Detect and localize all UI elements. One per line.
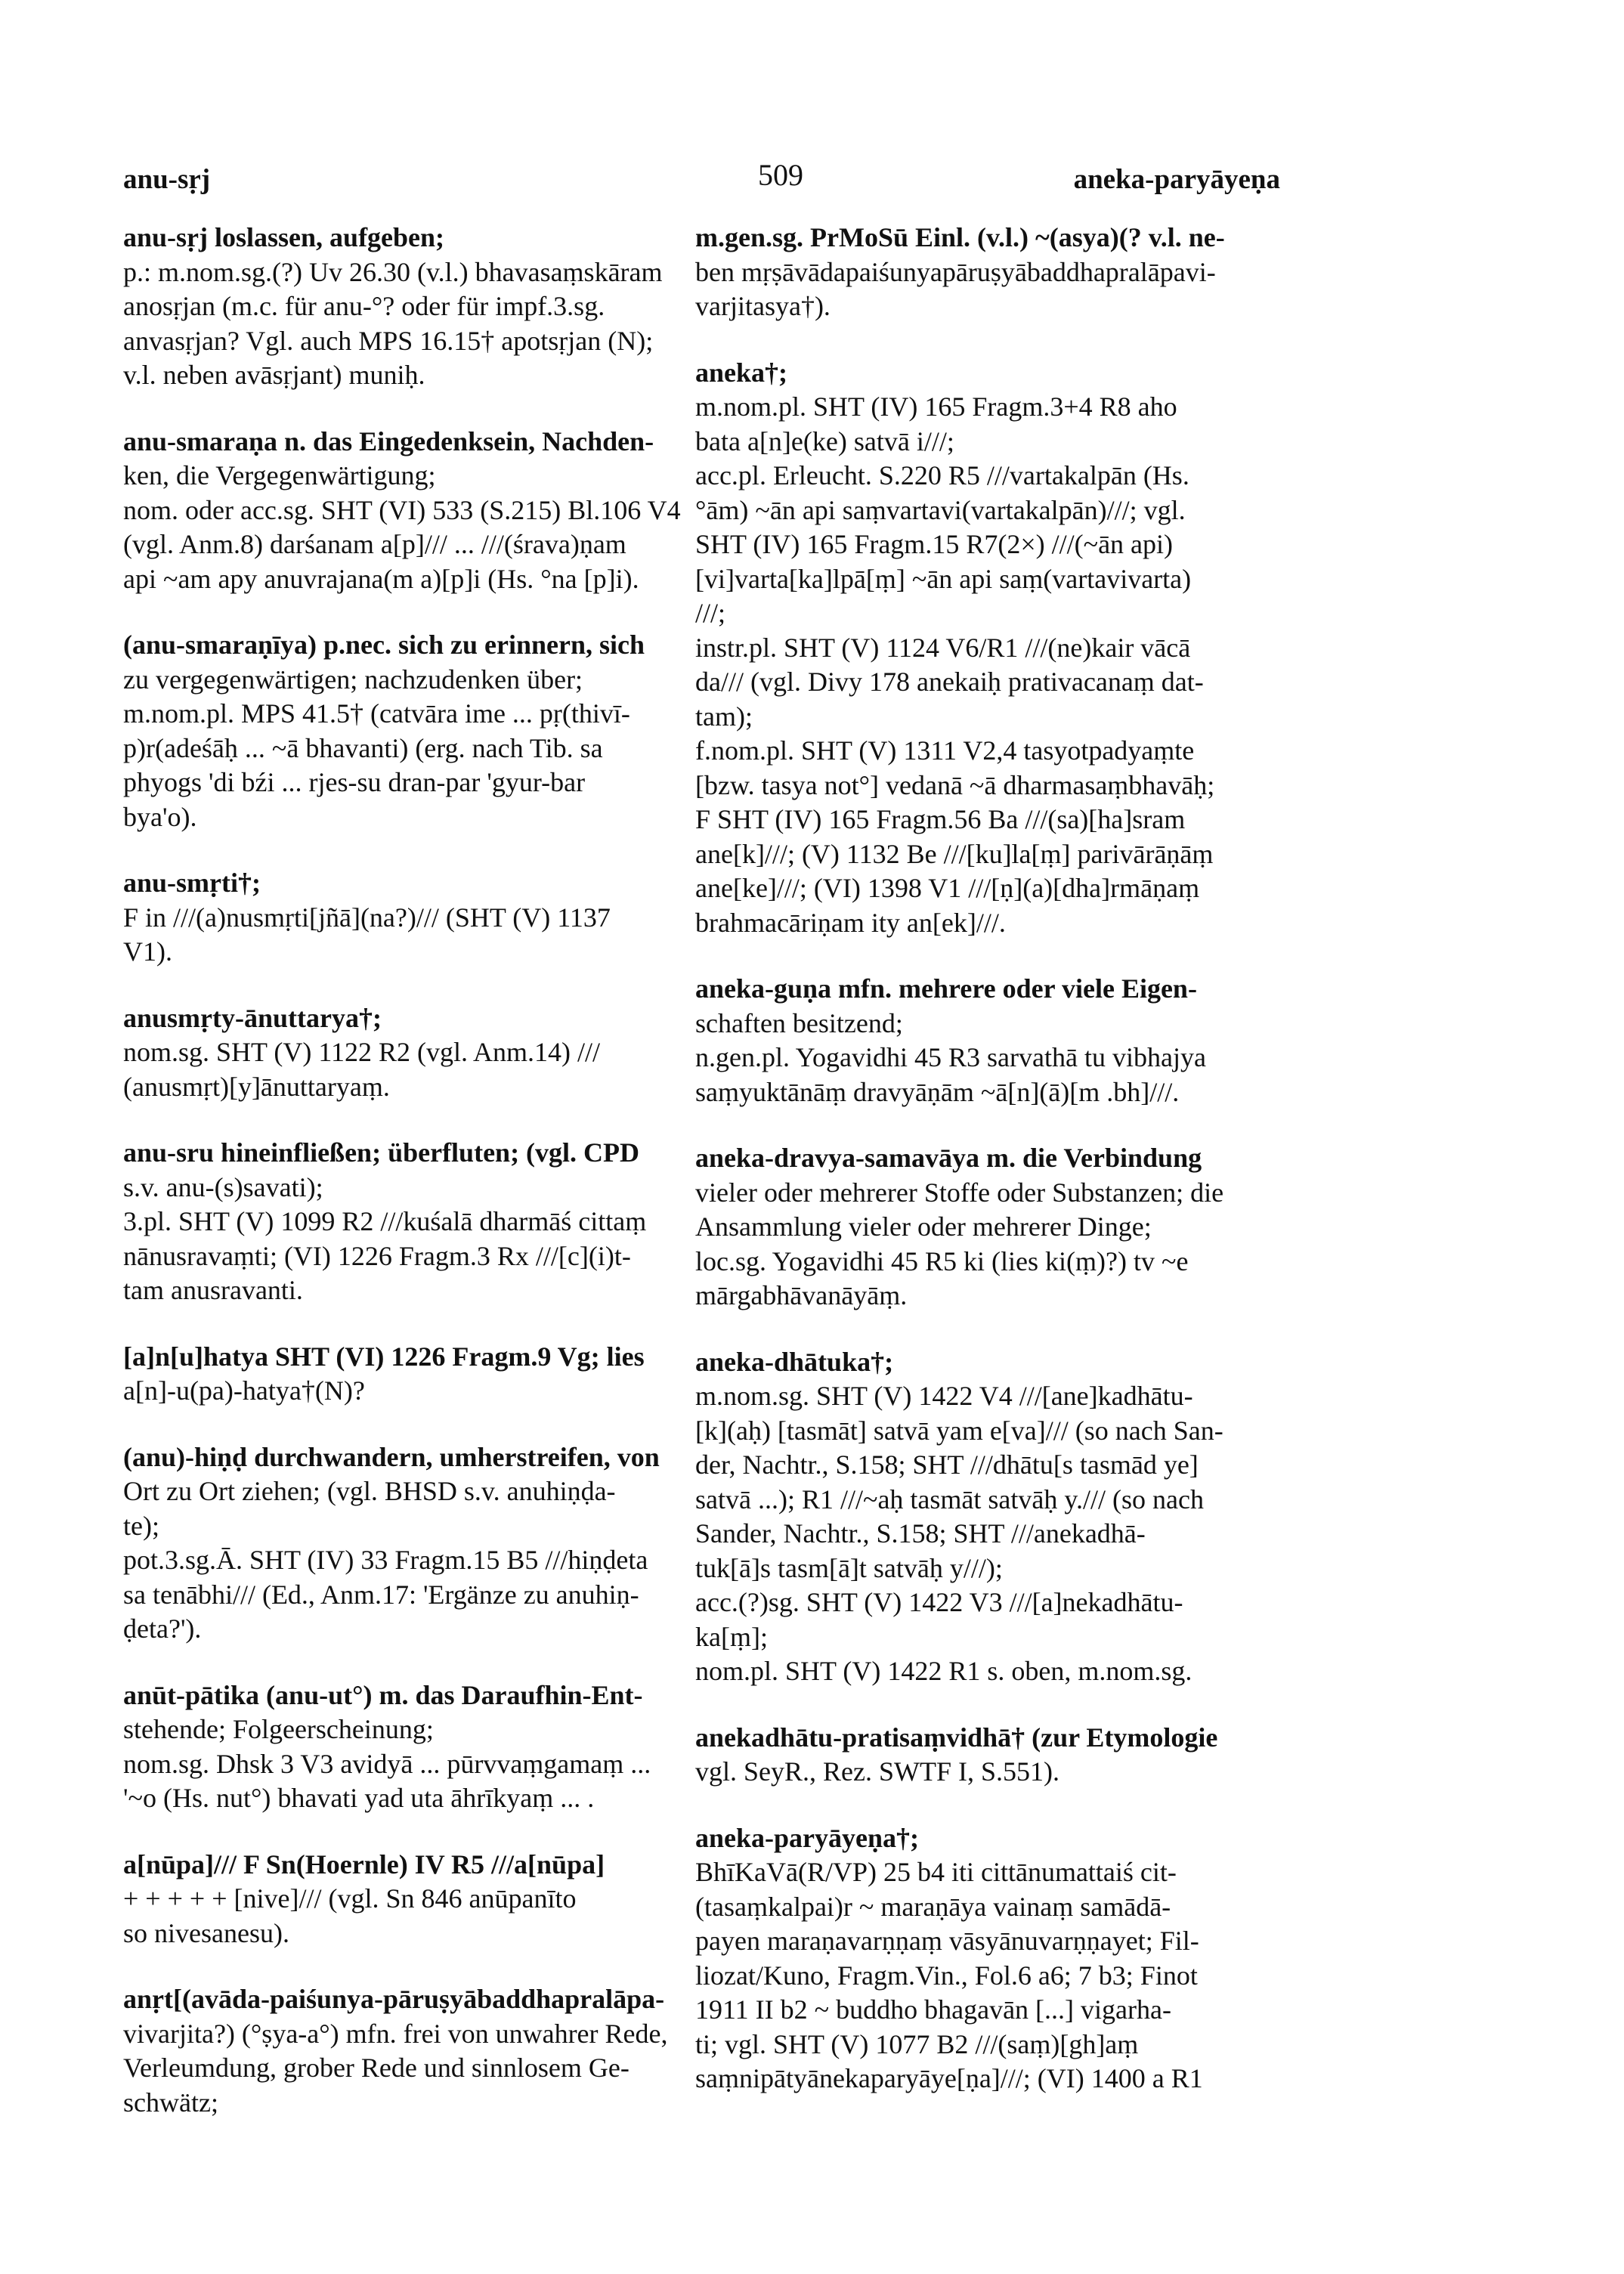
entry-line: anosṛjan (m.c. für anu-°? oder für impf.3.sg.	[123, 291, 605, 321]
entry-line: [k](aḥ) [tasmāt] satvā yam e[va]/// (so nach San-	[695, 1415, 1223, 1446]
dictionary-entry	[123, 628, 698, 834]
entry-line: a[n]-u(pa)-hatya†(N)?	[123, 1375, 365, 1406]
entry-line: da/// (vgl. Divy 178 anekaiḥ prativacanaṃ dat-	[695, 667, 1204, 697]
entry-line: (anusmṛt)[y]ānuttaryaṃ.	[123, 1071, 390, 1102]
entry-line: zu vergegenwärtigen; nachzudenken über;	[123, 664, 583, 695]
entry-line: F in ///(a)nusmṛti[jñā](na?)/// (SHT (V) 1137	[123, 902, 611, 933]
entry-line: [bzw. tasya not°] vedanā ~ā dharmasaṃbhavāḥ;	[695, 769, 1215, 800]
entry-line: te);	[123, 1510, 159, 1541]
entry-line: varjitasya†).	[695, 291, 831, 321]
entry-head-line: anu-smṛti†;	[123, 868, 261, 898]
dictionary-entry	[695, 356, 1270, 941]
entry-head-line: aneka-guṇa mfn. mehrere oder viele Eigen-	[695, 973, 1197, 1004]
entry-line: p)r(adeśāḥ ... ~ā bhavanti) (erg. nach Tib. sa	[123, 732, 603, 763]
entry-head-line: (anu)-hiṇḍ durchwandern, umherstreifen, von	[123, 1441, 660, 1472]
entry-line: saṃyuktānāṃ dravyāṇām ~ā[n](ā)[m .bh]///.	[695, 1076, 1180, 1107]
entry-line: Ansammlung vieler oder mehrerer Dinge;	[695, 1211, 1152, 1242]
entry-head-line: anṛt[(avāda-paiśunya-pāruṣyābaddhapralāpa-	[123, 1984, 665, 2014]
dictionary-entry	[123, 425, 698, 597]
entry-line: acc.pl. Erleucht. S.220 R5 ///vartakalpān (Hs.	[695, 460, 1189, 490]
dictionary-entry	[695, 1345, 1270, 1689]
entry-line: SHT (IV) 165 Fragm.15 R7(2×) ///(~ān api)	[695, 529, 1174, 559]
entry-line: stehende; Folgeerscheinung;	[123, 1714, 434, 1744]
entry-line: anvasṛjan? Vgl. auch MPS 16.15† apotsṛjan (N);	[123, 325, 654, 356]
entry-head-line: a[nūpa]/// F Sn(Hoernle) IV R5 ///a[nūpa]	[123, 1849, 605, 1880]
entry-line: tam anusravanti.	[123, 1275, 303, 1305]
dictionary-entry	[123, 1340, 698, 1409]
entry-line: vieler oder mehrerer Stoffe oder Substanzen; die	[695, 1177, 1224, 1208]
entry-line: so nivesanesu).	[123, 1917, 289, 1948]
entry-line: ḍeta?').	[123, 1613, 202, 1644]
entry-head-line: anusmṛty-ānuttarya†;	[123, 1002, 382, 1033]
entry-line: der, Nachtr., S.158; SHT ///dhātu[s tasmād ye]	[695, 1449, 1199, 1480]
entry-line: brahmacāriṇam ity an[ek]///.	[695, 907, 1006, 938]
dictionary-entry	[123, 1001, 698, 1105]
dictionary-entry	[695, 1721, 1270, 1790]
entry-line: ti; vgl. SHT (V) 1077 B2 ///(saṃ)[gh]aṃ	[695, 2028, 1139, 2059]
dictionary-entry	[695, 1141, 1270, 1313]
entry-line: satvā ...); R1 ///~aḥ tasmāt satvāḥ y./// (so nach	[695, 1484, 1204, 1514]
entry-line: phyogs 'di bźi ... rjes-su dran-par 'gyur-bar	[123, 767, 586, 797]
entry-line: °ām) ~ān api saṃvartavi(vartakalpān)///; vgl.	[695, 494, 1186, 525]
entry-line: pot.3.sg.Ā. SHT (IV) 33 Fragm.15 B5 ///hiṇḍeta	[123, 1545, 648, 1575]
entry-head-line: m.gen.sg. PrMoSū Einl. (v.l.) ~(asya)(? v.l. ne-	[695, 222, 1225, 252]
entry-head-line: [a]n[u]hatya SHT (VI) 1226 Fragm.9 Vg; lies	[123, 1341, 645, 1372]
entry-line: Verleumdung, grober Rede und sinnlosem Ge-	[123, 2053, 629, 2083]
entry-line: '~o (Hs. nut°) bhavati yad uta āhrīkyaṃ ... .	[123, 1783, 595, 1813]
entry-line: (tasaṃkalpai)r ~ maraṇāya vainaṃ samādā-	[695, 1891, 1171, 1922]
entry-head-line: (anu-smaraṇīya) p.nec. sich zu erinnern, sich	[123, 630, 645, 660]
dictionary-entry	[123, 1678, 698, 1816]
running-head-right: aneka-paryāyeṇa	[1073, 164, 1280, 195]
entry-head-line: aneka-dravya-samavāya m. die Verbindung	[695, 1143, 1202, 1173]
dictionary-entry	[123, 1136, 698, 1308]
entry-line: tam);	[695, 701, 753, 732]
entry-line: bya'o).	[123, 801, 197, 832]
entry-line: BhīKaVā(R/VP) 25 b4 iti cittānumattaiś cit-	[695, 1857, 1177, 1887]
entry-line: instr.pl. SHT (V) 1124 V6/R1 ///(ne)kair vācā	[695, 632, 1191, 663]
entry-line: sa tenābhi/// (Ed., Anm.17: 'Ergänze zu anuhiṇ-	[123, 1579, 639, 1610]
dictionary-entry	[123, 221, 698, 393]
entry-line: 3.pl. SHT (V) 1099 R2 ///kuśalā dharmāś cittaṃ	[123, 1206, 647, 1236]
entry-line: Ort zu Ort ziehen; (vgl. BHSD s.v. anuhiṇḍa-	[123, 1476, 616, 1506]
entry-line: (vgl. Anm.8) darśanam a[p]/// ... ///(śrava)ṇam	[123, 529, 626, 559]
entry-line: [vi]varta[ka]lpā[ṃ] ~ān api saṃ(vartavivarta)	[695, 563, 1192, 594]
entry-line: ///;	[695, 598, 726, 628]
entry-line: vgl. SeyR., Rez. SWTF I, S.551).	[695, 1756, 1059, 1787]
entry-line: tuk[ā]s tasm[ā]t satvāḥ y///);	[695, 1552, 1003, 1583]
entry-line: ka[ṃ];	[695, 1621, 768, 1652]
entry-line: ben mṛṣāvādapaiśunyapāruṣyābaddhapralāpavi-	[695, 256, 1216, 287]
dictionary-entry	[123, 1440, 698, 1647]
entry-line: f.nom.pl. SHT (V) 1311 V2,4 tasyotpadyaṃte	[695, 735, 1195, 766]
entry-line: ken, die Vergegenwärtigung;	[123, 460, 436, 490]
entry-line: p.: m.nom.sg.(?) Uv 26.30 (v.l.) bhavasaṃskāram	[123, 256, 663, 287]
dictionary-entry	[123, 1848, 698, 1951]
entry-head-line: aneka-dhātuka†;	[695, 1346, 894, 1377]
entry-line: nom.sg. SHT (V) 1122 R2 (vgl. Anm.14) ///	[123, 1037, 601, 1067]
page-number: 509	[758, 158, 803, 192]
entry-line: Sander, Nachtr., S.158; SHT ///anekadhā-	[695, 1518, 1146, 1548]
entry-line: + + + + + [nive]/// (vgl. Sn 846 anūpanīto	[123, 1883, 577, 1914]
entry-line: schaften besitzend;	[695, 1007, 903, 1038]
dictionary-entry	[695, 1821, 1270, 2096]
entry-head-line: anekadhātu-pratisaṃvidhā† (zur Etymologie	[695, 1722, 1218, 1753]
entry-line: m.nom.pl. MPS 41.5† (catvāra ime ... pṛ(thivī-	[123, 698, 630, 729]
entry-line: saṃnipātyānekaparyāye[ṇa]///; (VI) 1400 a R1	[695, 2063, 1203, 2093]
left-column	[123, 221, 698, 2152]
entry-head-line: anu-sṛj loslassen, aufgeben;	[123, 222, 445, 252]
entry-line: nānusravaṃti; (VI) 1226 Fragm.3 Rx ///[c](i)t-	[123, 1240, 631, 1271]
entry-line: payen maraṇavarṇṇaṃ vāsyānuvarṇṇayet; Fil-	[695, 1926, 1199, 1956]
entry-line: m.nom.sg. SHT (V) 1422 V4 ///[ane]kadhātu-	[695, 1381, 1193, 1411]
entry-line: vivarjita?) (°ṣya-a°) mfn. frei von unwahrer Rede,	[123, 2018, 668, 2049]
entry-line: m.nom.pl. SHT (IV) 165 Fragm.3+4 R8 aho	[695, 391, 1177, 422]
entry-line: liozat/Kuno, Fragm.Vin., Fol.6 a6; 7 b3; Finot	[695, 1960, 1198, 1991]
entry-line: nom.pl. SHT (V) 1422 R1 s. oben, m.nom.sg.	[695, 1656, 1192, 1686]
running-head	[123, 148, 1280, 201]
entry-line: loc.sg. Yogavidhi 45 R5 ki (lies ki(ṃ)?) tv ~e	[695, 1245, 1189, 1276]
entry-line: schwätz;	[123, 2087, 218, 2118]
entry-line: 1911 II b2 ~ buddho bhagavān [...] vigarha-	[695, 1994, 1171, 2025]
dictionary-entry	[695, 221, 1270, 324]
entry-line: n.gen.pl. Yogavidhi 45 R3 sarvathā tu vibhajya	[695, 1042, 1206, 1072]
entry-line: api ~am apy anuvrajana(m a)[p]i (Hs. °na [p]i).	[123, 563, 639, 594]
entry-line: F SHT (IV) 165 Fragm.56 Ba ///(sa)[ha]sram	[695, 804, 1186, 834]
entry-line: s.v. anu-(s)savati);	[123, 1171, 323, 1202]
entry-head-line: anu-sru hineinfließen; überfluten; (vgl. CPD	[123, 1137, 640, 1168]
running-head-left: anu-sṛj	[123, 164, 211, 195]
entry-head-line: aneka-paryāyeṇa†;	[695, 1822, 919, 1853]
entry-line: bata a[n]e(ke) satvā i///;	[695, 425, 954, 456]
entry-line: nom.sg. Dhsk 3 V3 avidyā ... pūrvvaṃgamaṃ ...	[123, 1748, 651, 1779]
entry-line: mārgabhāvanāyāṃ.	[695, 1280, 908, 1310]
entry-head-line: anūt-pātika (anu-ut°) m. das Daraufhin-Ent-	[123, 1679, 643, 1710]
right-column	[695, 221, 1270, 2128]
dictionary-entry	[695, 972, 1270, 1109]
entry-line: v.l. neben avāsṛjant) muniḥ.	[123, 360, 425, 390]
entry-line: V1).	[123, 936, 172, 967]
entry-line: acc.(?)sg. SHT (V) 1422 V3 ///[a]nekadhātu-	[695, 1587, 1183, 1617]
entry-line: ane[ke]///; (VI) 1398 V1 ///[ṇ](a)[dha]rmāṇaṃ	[695, 873, 1200, 903]
dictionary-entry	[123, 866, 698, 970]
entry-head-line: aneka†;	[695, 357, 788, 388]
entry-line: nom. oder acc.sg. SHT (VI) 533 (S.215) Bl.106 V4	[123, 494, 681, 525]
dictionary-entry	[123, 1982, 698, 2120]
entry-line: ane[k]///; (V) 1132 Be ///[ku]la[ṃ] parivārāṇāṃ	[695, 838, 1214, 869]
entry-head-line: anu-smaraṇa n. das Eingedenksein, Nachden-	[123, 425, 654, 456]
